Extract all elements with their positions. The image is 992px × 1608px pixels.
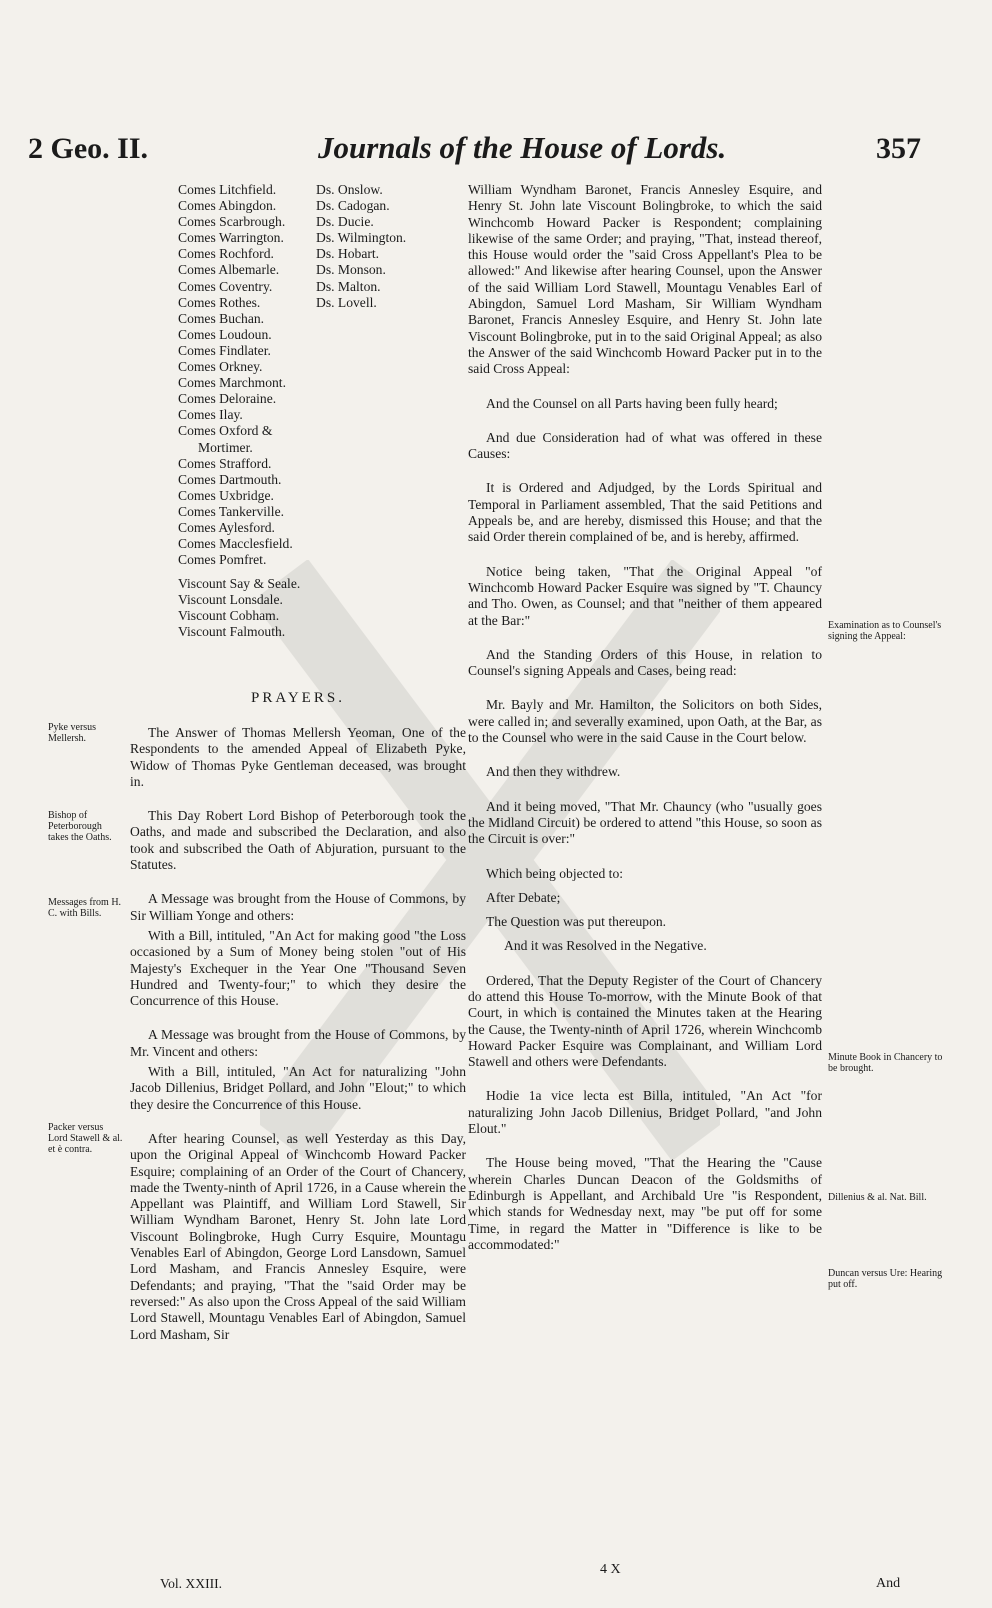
paragraph: After Debate; [486,889,561,905]
lord-name: Comes Deloraine. [178,391,277,407]
lord-name: Comes Coventry. [178,278,273,294]
paragraph: The House being moved, "That the Hearing the "Cause wherein Charles Duncan Deacon of the Goldsmiths of Edinburgh is Appellant, and Archibald Ure "is Respondent, which stands for Wednesday next, may "be put off for some Time, in regard the Matter in "Difference is like to be accommodated:" [468,1155,822,1252]
margin-note-pyke: Pyke versus Mellersh. [48,722,97,744]
margin-note-minute-book: Minute Book in Chancery to be brought. [828,1052,943,1074]
left-column [130,690,466,1361]
lord-name: Comes Albemarle. [178,262,280,278]
paragraph: The Answer of Thomas Mellersh Yeoman, One of the Respondents to the amended Appeal of Elizabeth Pyke, Widow of Thomas Pyke Gentleman deceased, was brought in. [130,725,466,789]
lord-name: Comes Loudoun. [178,326,272,342]
lord-name: Ds. Monson. [316,262,386,278]
lord-name: Ds. Ducie. [316,214,374,230]
page-number: 357 [876,132,921,165]
signature-mark: 4 X [600,1562,621,1577]
lord-name: Comes Aylesford. [178,519,275,535]
paragraph: With a Bill, intituled, "An Act for making good "the Loss occasioned by a Sum of Money being stolen "out of His Majesty's Exchequer in the Year One "Thousand Seven Hundred and Twenty-four;" to which they desire the Concurrence of this House. [130,927,466,1009]
lord-name: Comes Findlater. [178,342,271,358]
paragraph: Which being objected to: [486,865,624,881]
paragraph: And it being moved, "That Mr. Chauncy (who "usually goes the Midland Circuit) be ordered to attend "this House, so soon as the Circuit is over:" [468,798,822,847]
running-title: Journals of the House of Lords. [318,130,727,165]
regnal-year: 2 Geo. II. [28,132,148,165]
margin-note-packer: Packer versus Lord Stawell & al. et è contra. [48,1122,123,1155]
lord-name: Comes Dartmouth. [178,471,282,487]
paragraph: A Message was brought from the House of Commons, by Sir William Yonge and others: [130,891,466,923]
paragraph: And due Consideration had of what was offered in these Causes: [468,429,822,462]
lord-name: Comes Uxbridge. [178,487,274,503]
margin-note-dillenius: Dillenius & al. Nat. Bill. [828,1192,927,1203]
paragraph: After hearing Counsel, as well Yesterday as this Day, upon the Original Appeal of Winchcomb Howard Packer Esquire; complaining of an Order of the Court of Chancery, made the Twenty-ninth of April 1726, in a Cause wherein the Appellant was Plaintiff, and William Lord Stawell, Sir William Wyndham Baronet, Henry St. John late Lord Viscount Bolingbroke, Hugh Curry Esquire, Mountagu Venables Earl of Abingdon, George Lord Lansdown, Samuel Lord Masham, and Francis Annesley Esquire, were Defendants; and praying, "That the "said Order may be reversed:" As also upon the Cross Appeal of the said William Lord Stawell, Mountagu Venables Earl of Abingdon, Samuel Lord Masham, Sir [130,1130,466,1342]
paragraph: With a Bill, intituled, "An Act for naturalizing "John Jacob Dillenius, Bridget Pollard, and John "Elout;" to which they desire the Concurrence of this House. [130,1064,466,1112]
lord-name: Comes Warrington. [178,230,284,246]
paragraph: A Message was brought from the House of Commons, by Mr. Vincent and others: [130,1027,466,1059]
paragraph: It is Ordered and Adjudged, by the Lords Spiritual and Temporal in Parliament assembled, That the said Petitions and Appeals be, and are hereby, dismissed this House; and that the said Order therein complained of be, and is hereby, affirmed. [468,480,822,545]
page-header [0,128,992,178]
paragraph: And the Counsel on all Parts having been fully heard; [486,395,778,411]
viscounts-list [178,576,300,640]
margin-note-examination: Examination as to Counsel's signing the Appeal: [828,620,942,642]
paragraph: Mr. Bayly and Mr. Hamilton, the Solicitors on both Sides, were called in; and severally examined, upon Oath, at the Bar, as to the Counsel who were in the said Cause in the Court below. [468,697,822,746]
lord-name: Ds. Wilmington. [316,230,407,246]
lord-name: Ds. Onslow. [316,182,383,197]
lord-name: Ds. Hobart. [316,246,380,262]
lord-name: Comes Oxford & [178,423,273,439]
lord-name: Comes Strafford. [178,455,272,471]
lord-name: Comes Rothes. [178,294,261,310]
paragraph: William Wyndham Baronet, Francis Annesley Esquire, and Henry St. John late Viscount Bolingbroke, to which the said Winchcomb Howard Packer is Respondent; complaining likewise of the same Order; and praying, "That, instead thereof, this House would order the "said Cross Appellant's Plea to be allowed:" And likewise after hearing Counsel, upon the Answer of the said William Lord Stawell, Mountagu Venables Earl of Abingdon, Samuel Lord Masham, Sir William Wyndham Baronet, Francis Annesley Esquire, and Henry St. John late Viscount Bolingbroke, put in to the said Original Appeal; as also the Answer of the said Winchcomb Howard Packer put in to the said Cross Appeal: [468,182,822,377]
margin-note-messages: Messages from H. C. with Bills. [48,897,122,919]
paragraph: Hodie 1a vice lecta est Billa, intituled, "An Act "for naturalizing John Jacob Dillenius, Bridget Pollard, "and John Elout." [468,1088,822,1137]
lord-name: Comes Scarbrough. [178,214,286,230]
lord-name: Comes Macclesfield. [178,536,293,552]
lord-name: Comes Marchmont. [178,375,286,391]
margin-note-bishop: Bishop of Peterborough takes the Oaths. [48,810,112,843]
lord-name: Viscount Falmouth. [178,624,286,640]
paragraph: The Question was put thereupon. [486,914,667,930]
paragraph: This Day Robert Lord Bishop of Peterborough took the Oaths, and made and subscribed the Declaration, and also took and subscribed the Oath of Abjuration, pursuant to the Statutes. [130,808,466,873]
prayers-heading: PRAYERS. [251,690,345,706]
paragraph: And the Standing Orders of this House, in relation to Counsel's signing Appeals and Cases, being read: [468,646,822,679]
lord-name: Comes Ilay. [178,407,243,423]
lord-name: Viscount Lonsdale. [178,592,283,608]
lord-name: Ds. Cadogan. [316,198,390,214]
earls-column [178,182,308,568]
lord-name: Ds. Malton. [316,278,381,294]
lord-name: Comes Tankerville. [178,503,285,519]
lord-name: Comes Litchfield. [178,182,277,197]
lord-name: Comes Abingdon. [178,198,277,214]
barons-column [316,182,436,311]
paragraph: And it was Resolved in the Negative. [504,938,707,954]
lord-name: Comes Rochford. [178,246,274,262]
lord-name: Comes Buchan. [178,310,265,326]
paragraph: Ordered, That the Deputy Register of the Court of Chancery do attend this House To-morrow, with the Minute Book of that Court, in which is contained the Minutes taken at the Hearing the Cause, the Twenty-ninth of April 1726, wherein Winchcomb Howard Packer Esquire was Complainant, and William Lord Stawell and others were Defendants. [468,972,822,1070]
lord-name: Viscount Cobham. [178,608,280,624]
paragraph: And then they withdrew. [486,764,621,780]
lord-name: Ds. Lovell. [316,294,377,310]
lord-name: Mortimer. [198,439,253,455]
right-column [468,182,822,1271]
lord-name: Comes Orkney. [178,359,263,375]
volume-label: Vol. XXIII. [160,1576,223,1591]
margin-note-duncan: Duncan versus Ure: Hearing put off. [828,1268,943,1290]
paragraph: Notice being taken, "That the Original Appeal "of Winchcomb Howard Packer Esquire was signed by "T. Chauncy and Tho. Owen, as Counsel; and that "neither of them appeared at the Bar:" [468,563,822,628]
lord-name: Comes Pomfret. [178,552,267,568]
lord-name: Viscount Say & Seale. [178,576,301,591]
catchword: And [876,1576,901,1591]
